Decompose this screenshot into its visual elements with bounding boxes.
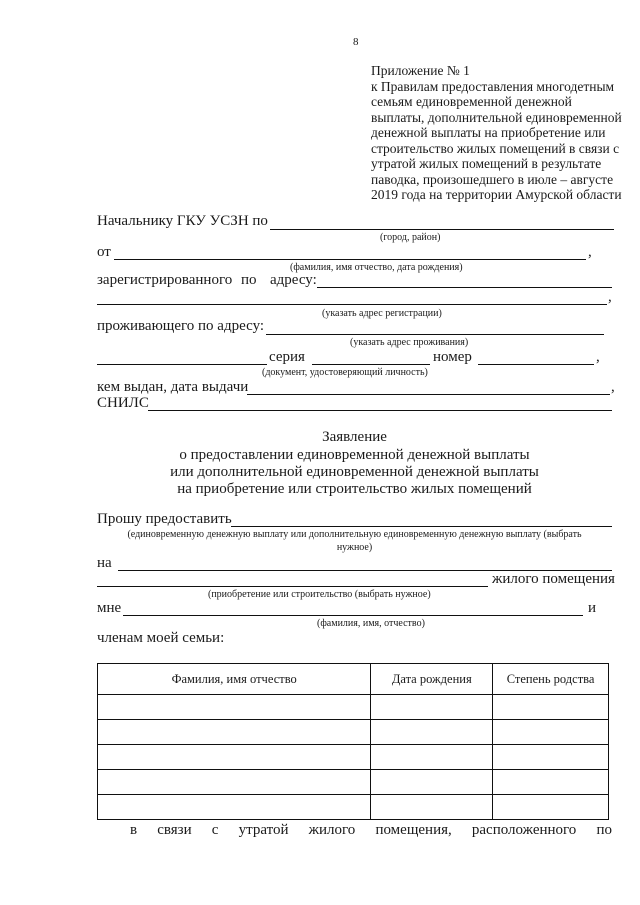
appendix-line: утратой жилых помещений в результате xyxy=(371,156,602,171)
page-number: 8 xyxy=(353,36,359,48)
table-row xyxy=(98,720,609,745)
on-field-2[interactable] xyxy=(97,586,488,587)
appendix-line: Приложение № 1 xyxy=(371,63,470,78)
footer-line xyxy=(130,822,612,839)
and-label: и xyxy=(588,600,597,616)
living-hint: (указать адрес проживания) xyxy=(350,337,469,348)
footer-word: связи xyxy=(157,822,192,838)
number-field[interactable] xyxy=(478,364,594,365)
family-label: членам моей семьи: xyxy=(97,630,225,646)
table-cell[interactable] xyxy=(493,745,609,770)
document-comma: , xyxy=(596,349,600,365)
table-header-row xyxy=(98,664,609,695)
table-cell[interactable] xyxy=(493,720,609,745)
table-cell[interactable] xyxy=(98,770,371,795)
registered-label: зарегистрированного xyxy=(97,272,233,288)
table-cell[interactable] xyxy=(98,695,371,720)
me-field[interactable] xyxy=(123,615,583,616)
snils-label: СНИЛС xyxy=(97,395,149,411)
to-label: Начальнику ГКУ УСЗН по xyxy=(97,213,268,229)
footer-word: утратой xyxy=(238,822,289,838)
on-label: на xyxy=(97,555,112,571)
ask-label: Прошу предоставить xyxy=(97,511,232,527)
table-cell[interactable] xyxy=(371,770,493,795)
footer-word: жилого xyxy=(308,822,356,838)
registered-field-1[interactable] xyxy=(317,287,612,288)
header-birth-date: Дата рождения xyxy=(371,664,493,695)
table-row xyxy=(98,745,609,770)
table-cell[interactable] xyxy=(371,745,493,770)
table-cell[interactable] xyxy=(493,770,609,795)
table-cell[interactable] xyxy=(98,795,371,820)
appendix-line: выплаты, дополнительной единовременной xyxy=(371,109,622,125)
living-field[interactable] xyxy=(266,334,604,335)
from-label: от xyxy=(97,244,111,260)
footer-word: расположенного xyxy=(471,822,577,838)
statement-subtitle-line: на приобретение или строительство жилых помещений xyxy=(177,481,532,497)
registered-field-2[interactable] xyxy=(97,304,607,305)
footer-word: с xyxy=(211,822,219,838)
me-hint: (фамилия, имя, отчество) xyxy=(317,618,425,629)
table-cell[interactable] xyxy=(371,795,493,820)
table-cell[interactable] xyxy=(371,720,493,745)
registered-hint: (указать адрес регистрации) xyxy=(322,308,442,319)
ask-field[interactable] xyxy=(231,526,612,527)
appendix-line: паводка, произошедшего в июле – августе xyxy=(371,171,614,187)
housing-label: жилого помещения xyxy=(492,571,615,587)
table-cell[interactable] xyxy=(98,745,371,770)
table-cell[interactable] xyxy=(371,695,493,720)
issued-field[interactable] xyxy=(247,394,610,395)
table-cell[interactable] xyxy=(493,795,609,820)
family-table xyxy=(97,663,609,820)
statement-subtitle-line: о предоставлении единовременной денежной выплаты xyxy=(179,447,530,463)
footer-word: помещения, xyxy=(375,822,452,838)
registered-address: адресу: xyxy=(270,272,317,288)
ask-hint-line: нужное) xyxy=(336,542,373,553)
ask-hint-line: (единовременную денежную выплату или дополнительную единовременную денежную выплату (выбрать xyxy=(127,529,582,540)
table-cell[interactable] xyxy=(493,695,609,720)
statement-title: Заявление xyxy=(322,429,387,445)
issued-comma: , xyxy=(611,379,615,395)
document-hint: (документ, удостоверяющий личность) xyxy=(262,367,428,378)
from-field[interactable] xyxy=(114,259,586,260)
from-hint: (фамилия, имя отчество, дата рождения) xyxy=(290,262,463,273)
table-row xyxy=(98,795,609,820)
table-cell[interactable] xyxy=(98,720,371,745)
table-row xyxy=(98,695,609,720)
appendix-line: к Правилам предоставления многодетным xyxy=(371,78,615,94)
housing-hint: (приобретение или строительство (выбрать нужное) xyxy=(208,589,431,600)
footer-word: по xyxy=(596,822,612,838)
me-label: мне xyxy=(97,600,122,616)
document-field[interactable] xyxy=(97,364,267,365)
appendix-block xyxy=(371,63,622,203)
table-row xyxy=(98,770,609,795)
appendix-line: семьям единовременной денежной xyxy=(371,94,572,109)
header-relationship: Степень родства xyxy=(493,664,609,695)
from-comma: , xyxy=(588,244,592,260)
living-label: проживающего по адресу: xyxy=(97,318,265,334)
registered-comma: , xyxy=(608,289,612,305)
to-field[interactable] xyxy=(270,229,614,230)
to-hint: (город, район) xyxy=(380,232,441,243)
registered-po: по xyxy=(241,272,257,288)
series-field[interactable] xyxy=(312,364,430,365)
footer-word: в xyxy=(130,822,138,838)
number-label: номер xyxy=(433,349,472,365)
appendix-line: строительство жилых помещений в связи с xyxy=(371,140,620,156)
header-full-name: Фамилия, имя отчество xyxy=(98,664,371,695)
appendix-line: денежной выплаты на приобретение или xyxy=(371,125,606,140)
appendix-line: 2019 года на территории Амурской области xyxy=(371,187,622,202)
statement-subtitle-line: или дополнительной единовременной денежной выплаты xyxy=(170,464,539,480)
snils-field[interactable] xyxy=(148,410,612,411)
issued-label: кем выдан, дата выдачи xyxy=(97,379,249,395)
series-label: серия xyxy=(269,349,305,365)
